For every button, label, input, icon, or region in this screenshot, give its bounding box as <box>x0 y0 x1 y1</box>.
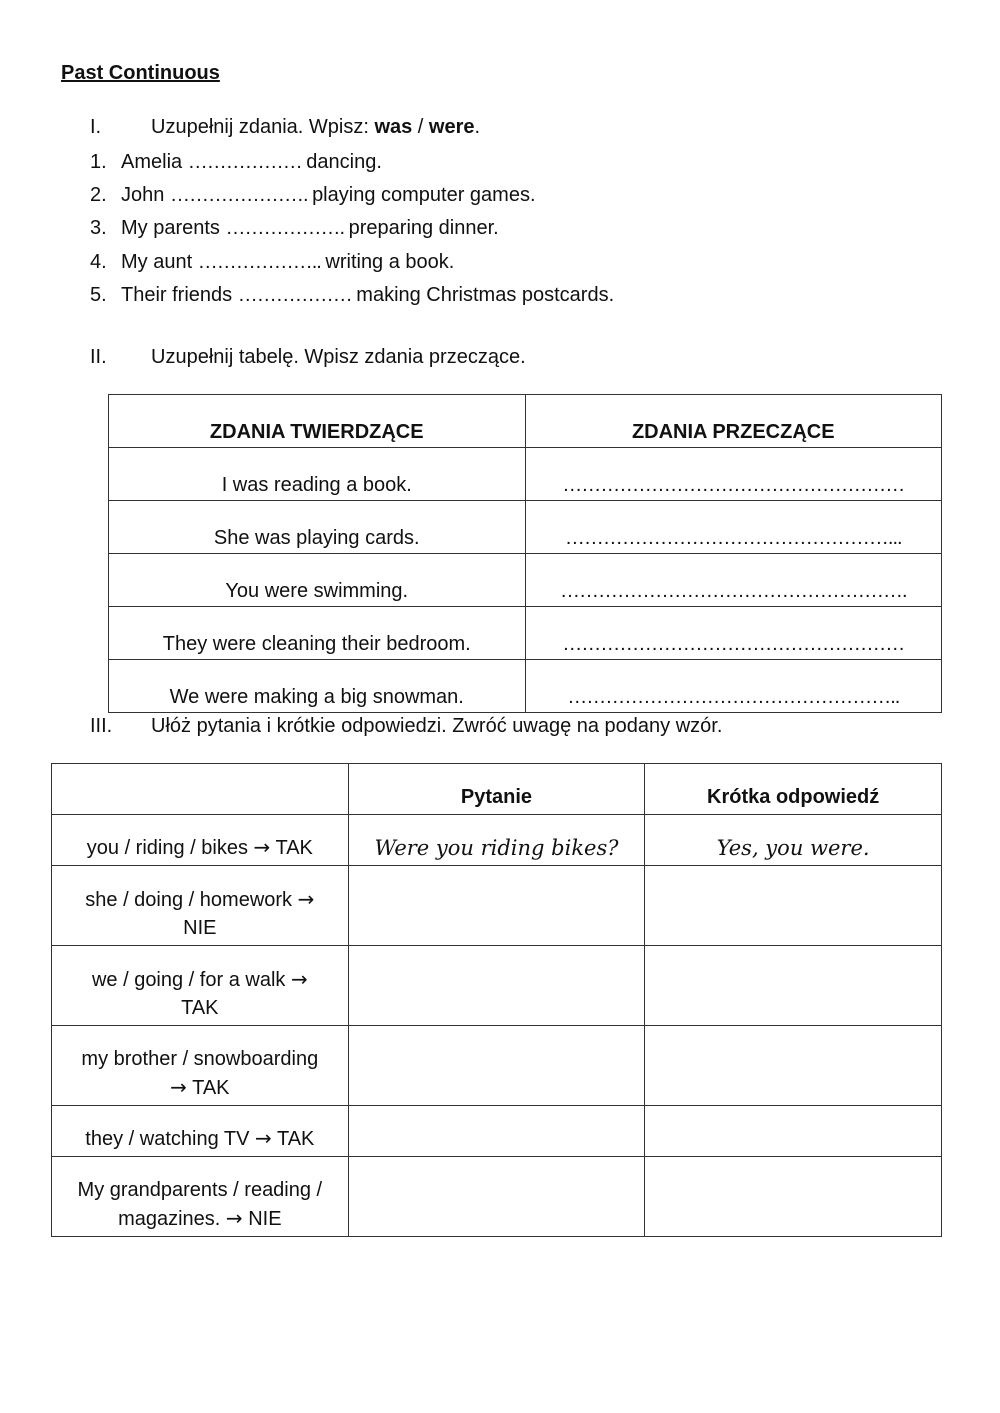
table-header-row <box>52 764 942 815</box>
answer-cell[interactable] <box>645 1106 942 1157</box>
negative-sentences-table <box>108 394 942 713</box>
table-row <box>52 1106 942 1157</box>
arrow-right-icon: → <box>255 1126 272 1150</box>
section-3-numeral: III. <box>90 715 113 737</box>
blank-dots[interactable]: ……………… <box>187 151 307 173</box>
column-header-affirmative: ZDANIA TWIERDZĄCE <box>109 395 526 448</box>
table-row <box>52 1026 942 1106</box>
questions-table <box>51 763 942 1237</box>
negative-answer-blank[interactable]: ……………………………………………… <box>525 607 942 660</box>
question-cell: Were you riding bikes? <box>348 815 645 866</box>
arrow-right-icon: → <box>297 887 315 911</box>
answer-cell[interactable] <box>645 1026 942 1106</box>
prompt-cell: My grandparents / reading / magazines. → NIE <box>52 1157 349 1237</box>
blank-dots[interactable]: ……………… <box>237 283 357 306</box>
affirmative-sentence: You were swimming. <box>109 554 526 607</box>
arrow-right-icon: → <box>253 835 271 859</box>
question-cell[interactable] <box>348 1026 645 1106</box>
section-1-numeral: I. <box>90 116 102 138</box>
fill-in-list <box>90 146 614 312</box>
list-item: 3. My parents ………………. preparing dinner. <box>90 217 499 240</box>
table-header-row <box>109 395 942 448</box>
prompt-cell: she / doing / homework → NIE <box>52 866 349 946</box>
table-row <box>52 946 942 1026</box>
arrow-right-icon: → <box>170 1075 187 1099</box>
negative-answer-blank[interactable]: ……………………………………………... <box>525 501 942 554</box>
answer-cell[interactable] <box>645 946 942 1026</box>
affirmative-sentence: They were cleaning their bedroom. <box>109 607 526 660</box>
negative-answer-blank[interactable]: ………………………………………………. <box>525 554 942 607</box>
table-row <box>109 501 942 554</box>
table-row <box>109 448 942 501</box>
prompt-cell: they / watching TV → TAK <box>52 1106 349 1157</box>
list-item: 2. John …………………. playing computer games. <box>90 184 536 207</box>
prompt-cell: my brother / snowboarding → TAK <box>52 1026 349 1106</box>
section-2-numeral: II. <box>90 346 107 368</box>
table-row <box>52 1157 942 1237</box>
table-row <box>109 660 942 713</box>
answer-cell[interactable] <box>645 866 942 946</box>
list-item: 4. My aunt ……………….. writing a book. <box>90 250 455 273</box>
blank-dots[interactable]: ………………. <box>225 217 349 240</box>
list-item: 1. Amelia ……………… dancing. <box>90 151 382 173</box>
prompt-cell: we / going / for a walk → TAK <box>52 946 349 1026</box>
table-row <box>52 815 942 866</box>
prompt-cell: you / riding / bikes → TAK <box>52 815 349 866</box>
question-cell[interactable] <box>348 1157 645 1237</box>
blank-dots[interactable]: …………………. <box>169 184 313 207</box>
affirmative-sentence: We were making a big snowman. <box>109 660 526 713</box>
question-cell[interactable] <box>348 946 645 1026</box>
column-header-prompt <box>52 764 349 815</box>
column-header-short-answer: Krótka odpowiedź <box>645 764 942 815</box>
affirmative-sentence: She was playing cards. <box>109 501 526 554</box>
answer-cell[interactable] <box>645 1157 942 1237</box>
section-3-instruction: III. Ułóż pytania i krótkie odpowiedzi. Zwróć uwagę na podany wzór. <box>90 715 723 737</box>
affirmative-sentence: I was reading a book. <box>109 448 526 501</box>
page-title: Past Continuous <box>61 62 220 84</box>
column-header-negative: ZDANIA PRZECZĄCE <box>525 395 942 448</box>
blank-dots[interactable]: ……………….. <box>197 250 326 273</box>
section-1-instruction: I. Uzupełnij zdania. Wpisz: was / were. <box>90 116 481 138</box>
negative-answer-blank[interactable]: ……………………………………………… <box>525 448 942 501</box>
list-item: 5. Their friends ……………… making Christmas postcards. <box>90 283 615 306</box>
column-header-question: Pytanie <box>348 764 645 815</box>
section-2-instruction: II. Uzupełnij tabelę. Wpisz zdania przeczące. <box>90 346 526 368</box>
arrow-right-icon: → <box>290 967 308 991</box>
table-row <box>52 866 942 946</box>
table-row <box>109 554 942 607</box>
table-row <box>109 607 942 660</box>
question-cell[interactable] <box>348 1106 645 1157</box>
answer-cell: Yes, you were. <box>645 815 942 866</box>
arrow-right-icon: → <box>225 1206 243 1230</box>
negative-answer-blank[interactable]: …………………………………………….. <box>525 660 942 713</box>
question-cell[interactable] <box>348 866 645 946</box>
